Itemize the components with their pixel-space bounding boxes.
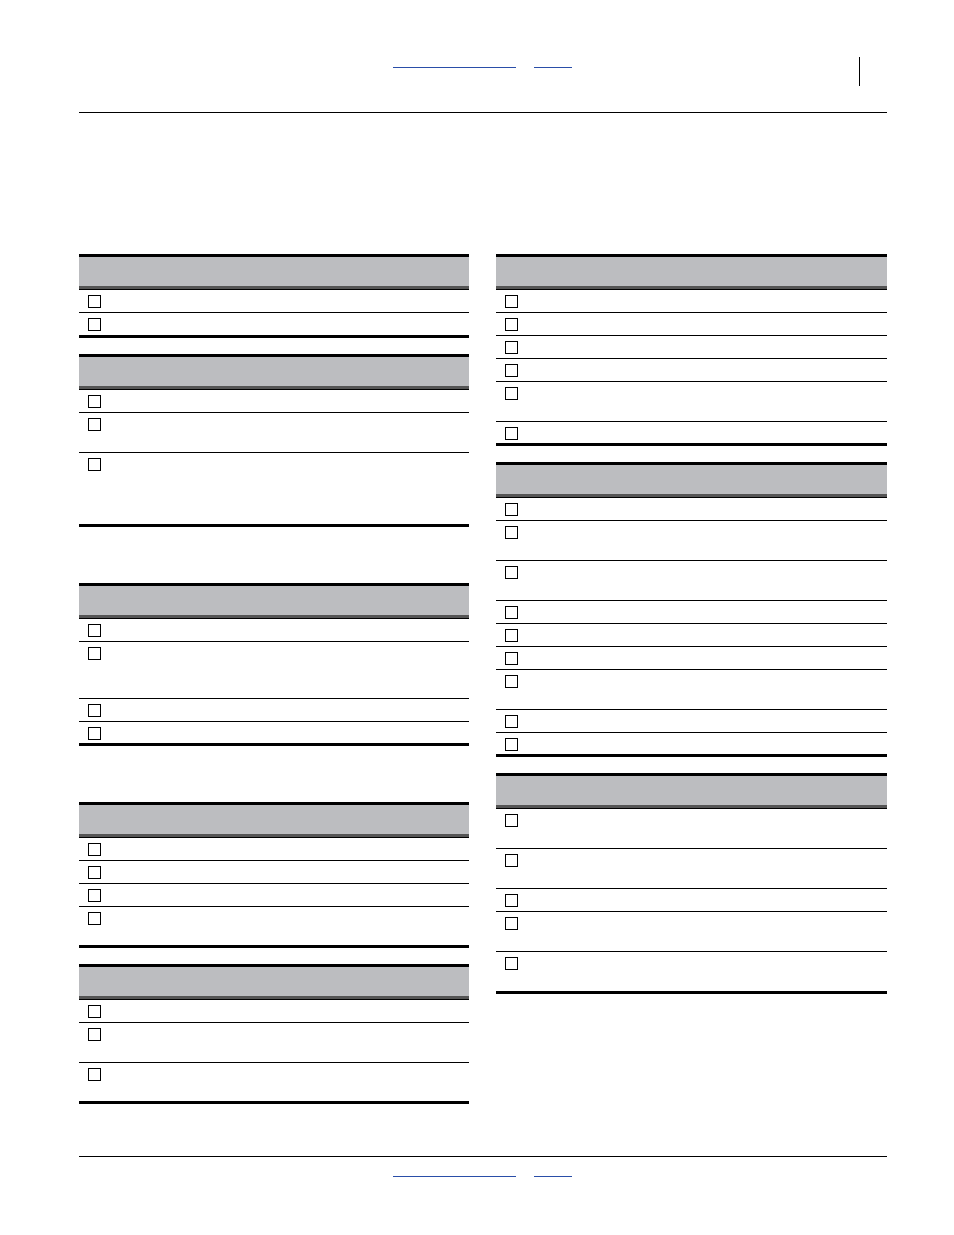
checkbox[interactable] [505,814,518,827]
checkbox[interactable] [505,295,518,308]
checklist-row [496,911,887,951]
checkbox[interactable] [505,503,518,516]
checkbox[interactable] [88,318,101,331]
checklist-row [79,721,469,743]
checklist-row [79,289,469,312]
checkbox[interactable] [88,458,101,471]
checkbox[interactable] [505,675,518,688]
checklist-row [496,335,887,358]
checklist-row [496,421,887,443]
checkbox[interactable] [88,1068,101,1081]
checklist-section [79,583,469,746]
checklist-row [79,999,469,1022]
checkbox[interactable] [505,606,518,619]
checklist-section [496,773,887,994]
checklist-section [79,964,469,1104]
section-header [496,257,887,289]
checklist-row [79,641,469,698]
checklist-section [79,354,469,527]
checklist-row [496,808,887,848]
checkbox[interactable] [88,843,101,856]
header-rule [79,112,887,113]
checkbox[interactable] [505,526,518,539]
footer-rule [79,1156,887,1157]
section-header [496,776,887,808]
checkbox[interactable] [88,912,101,925]
checkbox[interactable] [88,418,101,431]
checklist-left-column [79,254,469,1104]
checkbox[interactable] [88,1028,101,1041]
checklist-row [79,906,469,945]
checklist-section [79,254,469,338]
header-link-1[interactable] [393,67,516,68]
checkbox[interactable] [88,889,101,902]
checkbox[interactable] [505,427,518,440]
checklist-row [496,709,887,732]
checklist-row [79,698,469,721]
checkbox[interactable] [505,364,518,377]
checklist-row [496,646,887,669]
checkbox[interactable] [505,341,518,354]
checkbox[interactable] [505,715,518,728]
checkbox[interactable] [88,704,101,717]
checkbox[interactable] [505,894,518,907]
checklist-row [79,860,469,883]
checklist-row [496,358,887,381]
checkbox[interactable] [88,866,101,879]
checklist-row [496,600,887,623]
checklist-row [79,412,469,452]
checklist-row [79,389,469,412]
section-header [79,805,469,837]
checkbox[interactable] [88,727,101,740]
section-header [79,586,469,618]
checkbox[interactable] [88,647,101,660]
checklist-section [496,254,887,446]
checkbox[interactable] [505,957,518,970]
section-header [79,257,469,289]
checkbox[interactable] [88,624,101,637]
checkbox[interactable] [505,566,518,579]
checklist-row [79,618,469,641]
checklist-section [496,462,887,757]
checklist-row [496,623,887,646]
checkbox[interactable] [505,652,518,665]
checkbox[interactable] [505,738,518,751]
checklist-row [79,1062,469,1101]
section-header [496,465,887,497]
section-header [79,967,469,999]
checkbox[interactable] [505,917,518,930]
page-edge-bar [859,57,860,86]
footer-link-2[interactable] [534,1176,572,1177]
checkbox[interactable] [88,395,101,408]
checklist-row [496,289,887,312]
checklist-row [79,452,469,524]
checklist-row [496,381,887,421]
checklist-row [496,888,887,911]
checkbox[interactable] [505,629,518,642]
checkbox[interactable] [505,318,518,331]
section-header [79,357,469,389]
checkbox[interactable] [505,854,518,867]
checklist-row [496,497,887,520]
checklist-row [79,312,469,335]
checkbox[interactable] [505,387,518,400]
checklist-row [496,520,887,560]
checklist-row [496,312,887,335]
footer-link-1[interactable] [393,1176,516,1177]
checklist-row [496,951,887,991]
checklist-row [496,732,887,754]
checklist-row [496,669,887,709]
header-link-2[interactable] [534,67,572,68]
checkbox[interactable] [88,1005,101,1018]
checklist-section [79,802,469,948]
checkbox[interactable] [88,295,101,308]
checklist-row [79,1022,469,1062]
checklist-right-column [496,254,887,994]
checklist-row [79,837,469,860]
checklist-row [496,848,887,888]
checklist-row [496,560,887,600]
checklist-row [79,883,469,906]
